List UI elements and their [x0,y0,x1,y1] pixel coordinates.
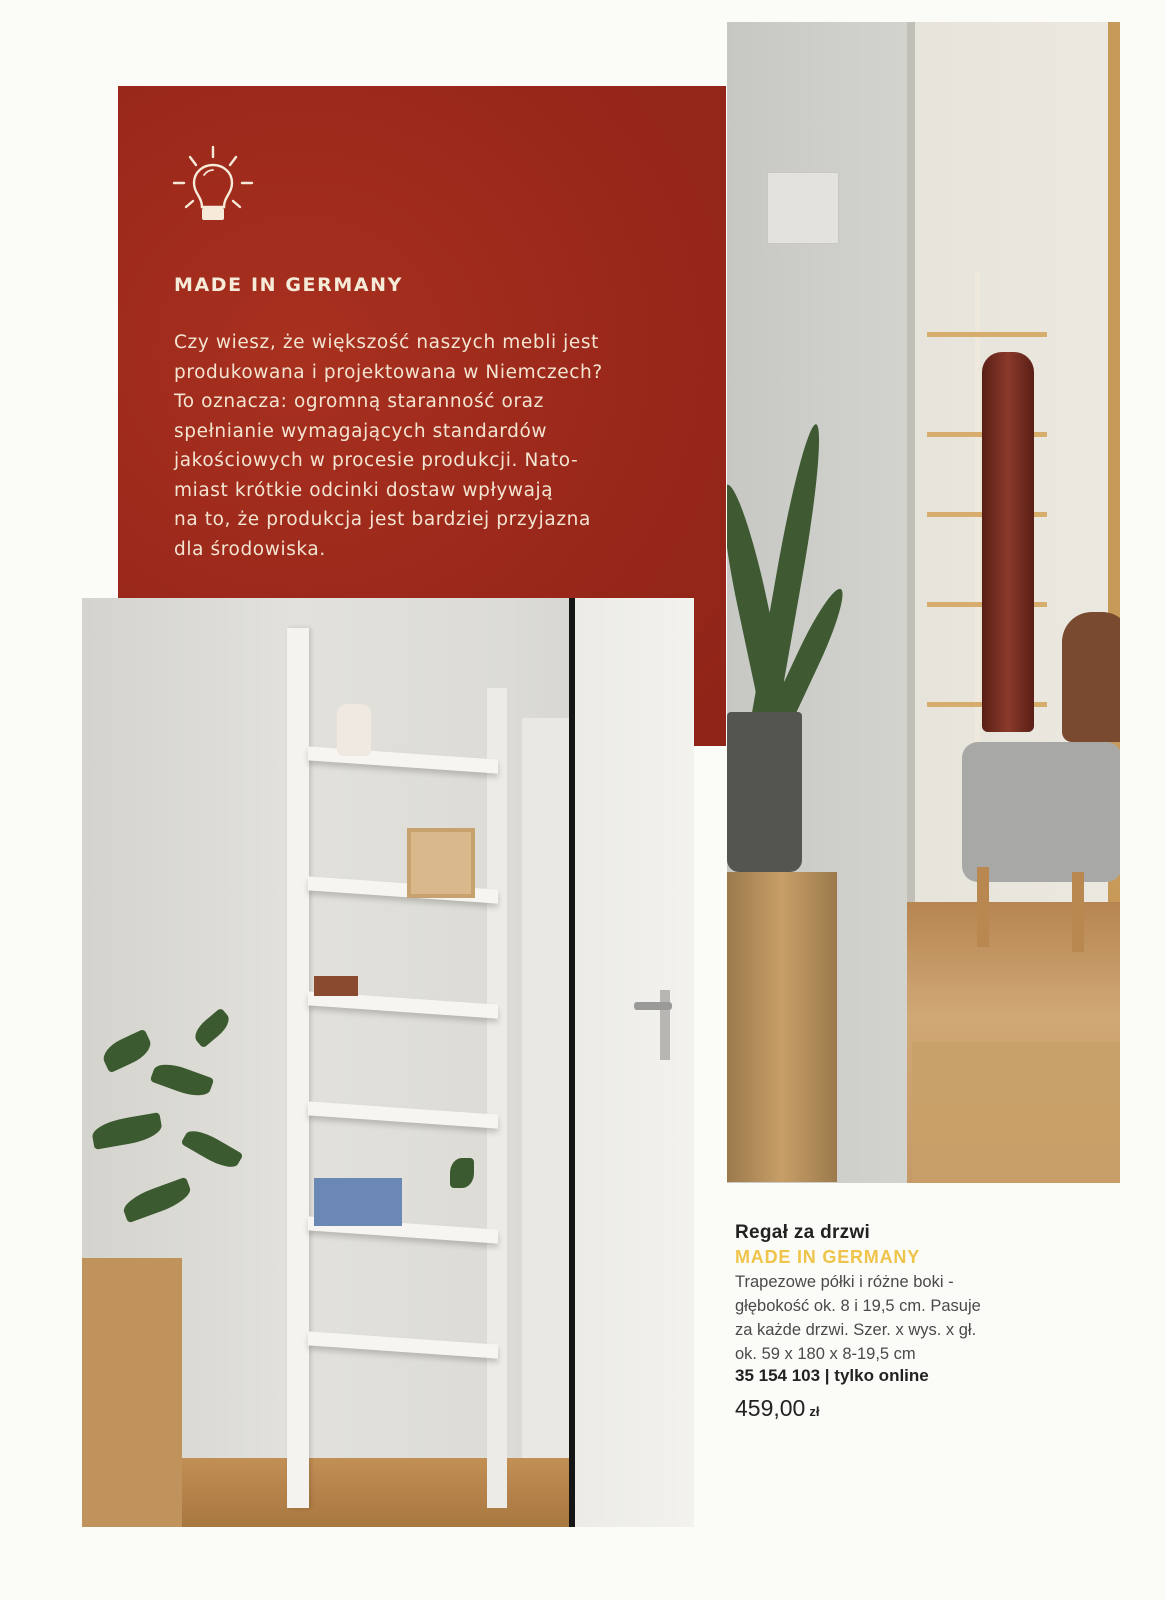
body-line: Czy wiesz, że większość naszych mebli jest [174,332,599,353]
wooden-stool [727,872,837,1182]
body-line: jakościowych w procesie produkcji. Nato- [174,450,579,471]
door [569,598,694,1527]
plant-pot [727,712,802,872]
rug [912,1042,1120,1183]
body-line: spełnianie wymagających standardów [174,420,548,442]
wooden-cabinet [82,1258,182,1527]
price-currency: zł [809,1404,820,1419]
lightbulb-icon [170,145,256,225]
shelf-board [308,1331,498,1358]
sofa-leg [1072,872,1084,952]
plant-leaf [120,1177,194,1223]
product-price [735,1395,1055,1422]
coat-rack-peg [927,332,1047,337]
door-frame [522,718,570,1498]
info-box-body [174,328,694,564]
product-badge: MADE IN GERMANY [735,1247,921,1267]
shelf-side [287,628,309,1508]
door-handle [634,1002,672,1010]
description-line: za każde drzwi. Szer. x wys. x gł. [735,1321,977,1339]
light-switch [767,172,839,244]
body-line: produkowana i projektowana w Niemczech? [174,361,603,383]
decor-box [314,976,358,996]
shelf-board [308,1101,498,1128]
hanging-coat [982,352,1034,732]
product-info [735,1222,1055,1422]
plant-leaf [150,1058,215,1101]
price-value: 459,00 [735,1395,806,1421]
body-line: To oznacza: ogromną staranność oraz [174,391,544,412]
body-line: miast krótkie odcinki dostaw wpływają [174,479,554,501]
body-line: dla środowiska. [174,538,326,560]
description-line: Trapezowe półki i różne boki - [735,1273,954,1291]
plant-leaf [181,1124,244,1173]
sofa-leg [977,867,989,947]
door-handle-plate [660,990,670,1060]
succulent [450,1158,474,1188]
plant-leaf [99,1029,155,1074]
blue-basket [314,1178,402,1226]
plant-leaf [90,1112,163,1150]
plant-leaf [190,1007,233,1048]
vase [337,704,371,756]
description-line: ok. 59 x 180 x 8-19,5 cm [735,1345,916,1363]
hallway-photo [727,22,1120,1183]
sofa [962,742,1120,882]
info-box-title: MADE IN GERMANY [174,274,404,296]
product-name: Regał za drzwi [735,1222,871,1243]
description-line: głębokość ok. 8 i 19,5 cm. Pasuje [735,1297,981,1315]
product-code: 35 154 103 | tylko online [735,1366,929,1385]
body-line: na to, że produkcja jest bardziej przyjazna [174,509,591,530]
shelf-side [487,688,507,1508]
product-description [735,1270,1055,1366]
door-shelf-photo [82,598,694,1527]
hanging-bag [1062,612,1120,742]
picture-frame [407,828,475,898]
